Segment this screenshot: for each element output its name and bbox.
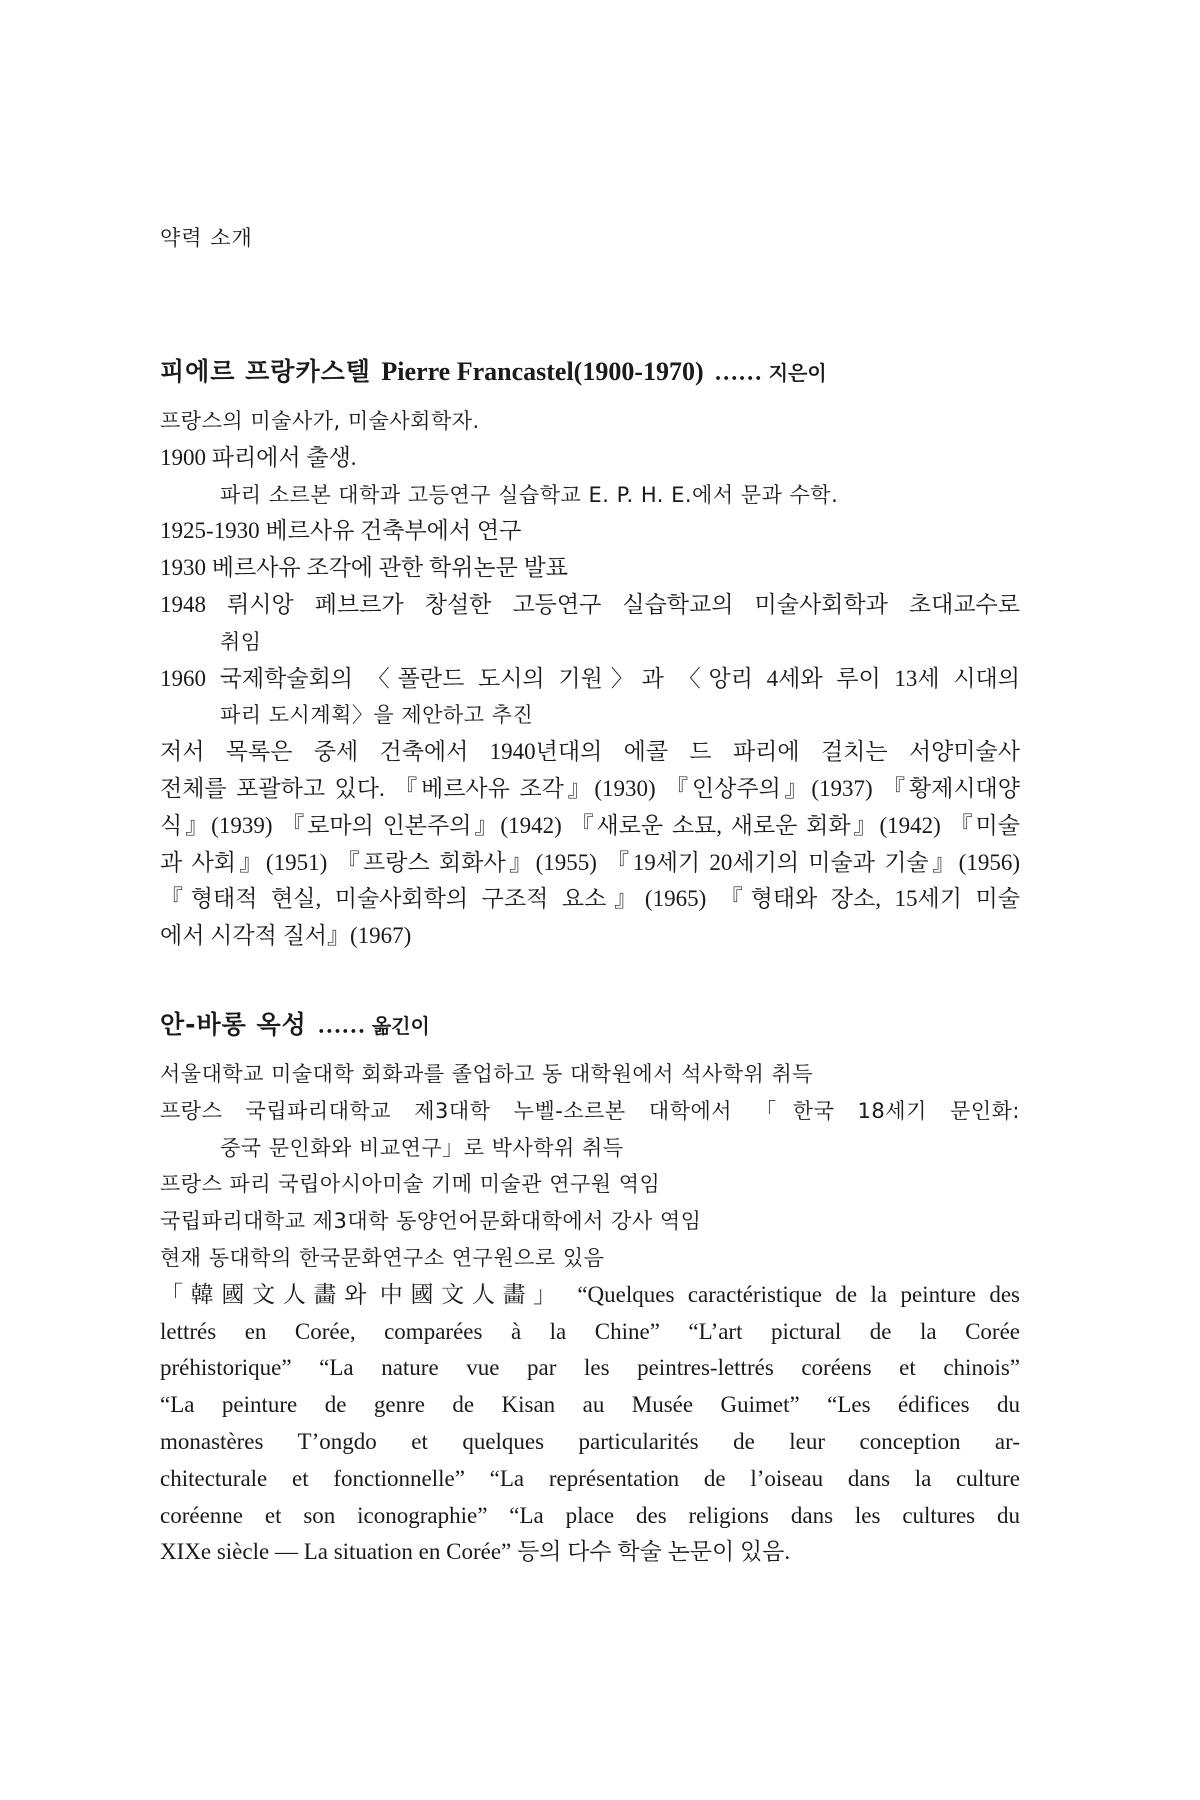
translator-bio-line: lettrés en Corée, comparées à la Chine” “L’art pictural de la Corée [160, 1318, 1020, 1344]
section-heading: 약력 소개 [160, 226, 253, 250]
author-role: 지은이 [768, 361, 827, 385]
author-bio-line: 식』(1939) 『로마의 인본주의』(1942) 『새로운 소묘, 새로운 회화』(1942) 『미술 [160, 812, 1020, 838]
author-bio-line: 에서 시각적 질서』(1967) [160, 923, 412, 949]
translator-bio-line: 「韓國文人畵와 中國文人畵」 “Quelques caractéristique de la peinture des [160, 1281, 1020, 1307]
author-bio-line: 1948 뤼시앙 페브르가 창설한 고등연구 실습학교의 미술사회학과 초대교수로 [160, 591, 1020, 617]
author-bio-line: 1900 파리에서 출생. [160, 444, 357, 470]
author-bio-line: 파리 소르본 대학과 고등연구 실습학교 E. P. H. E.에서 문과 수학. [220, 482, 839, 507]
translator-bio-line: chitecturale et fonctionnelle” “La représentation de l’oiseau dans la culture [160, 1465, 1020, 1491]
author-dots: …… [714, 360, 763, 386]
author-bio-line: 전체를 포괄하고 있다. 『베르사유 조각』(1930) 『인상주의』(1937) 『황제시대양 [160, 775, 1020, 801]
author-bio-line: 취임 [220, 629, 262, 654]
translator-bio-line: “La peinture de genre de Kisan au Musée Guimet” “Les édifices du [160, 1392, 1020, 1418]
author-bio-line: 과 사회』(1951) 『프랑스 회화사』(1955) 『19세기 20세기의 미술과 기술』(1956) [160, 849, 1020, 875]
author-name-korean: 피에르 프랑카스텔 [160, 357, 371, 386]
author-bio-line: 저서 목록은 중세 건축에서 1940년대의 에콜 드 파리에 걸치는 서양미술사 [160, 739, 1020, 765]
translator-dots: …… [317, 1013, 366, 1039]
translator-bio-line: 프랑스 국립파리대학교 제3대학 누벨-소르본 대학에서 「한국 18세기 문인화: [160, 1098, 1020, 1123]
author-bio-line: 1960 국제학술회의 〈폴란드 도시의 기원〉과 〈앙리 4세와 루이 13세 시대의 [160, 665, 1020, 691]
translator-bio [160, 1056, 1020, 1571]
translator-title [160, 1005, 430, 1041]
translator-bio-line: 국립파리대학교 제3대학 동양언어문화대학에서 강사 역임 [160, 1209, 702, 1234]
author-bio [160, 403, 1020, 955]
author-bio-line: 1930 베르사유 조각에 관한 학위논문 발표 [160, 555, 569, 581]
translator-bio-line: préhistorique” “La nature vue par les peintres-lettrés coréens et chinois” [160, 1355, 1020, 1381]
translator-bio-line: 프랑스 파리 국립아시아미술 기메 미술관 연구원 역임 [160, 1172, 661, 1197]
author-name-latin: Pierre Francastel(1900-1970) [381, 357, 704, 386]
author-bio-line: 파리 도시계획〉을 제안하고 추진 [220, 703, 534, 728]
translator-role: 옮긴이 [371, 1014, 430, 1038]
translator-bio-line: XIXe siècle — La situation en Corée” 등의 다수 학술 논문이 있음. [160, 1539, 791, 1565]
translator-bio-line: 현재 동대학의 한국문화연구소 연구원으로 있음 [160, 1245, 605, 1270]
translator-bio-line: 서울대학교 미술대학 회화과를 졸업하고 동 대학원에서 석사학위 취득 [160, 1062, 814, 1086]
translator-bio-line: monastères T’ongdo et quelques particularités de leur conception ar- [160, 1428, 1020, 1454]
author-bio-line: 1925-1930 베르사유 건축부에서 연구 [160, 518, 522, 544]
translator-name-korean: 안-바롱 옥성 [160, 1010, 307, 1039]
author-title [160, 352, 827, 388]
author-bio-line: 프랑스의 미술사가, 미술사회학자. [160, 409, 480, 433]
translator-bio-line: 중국 문인화와 비교연구」로 박사학위 취득 [220, 1135, 624, 1160]
author-bio-line: 『형태적 현실, 미술사회학의 구조적 요소』(1965) 『형태와 장소, 15세기 미술 [160, 886, 1020, 912]
translator-bio-line: coréenne et son iconographie” “La place des religions dans les cultures du [160, 1502, 1020, 1528]
